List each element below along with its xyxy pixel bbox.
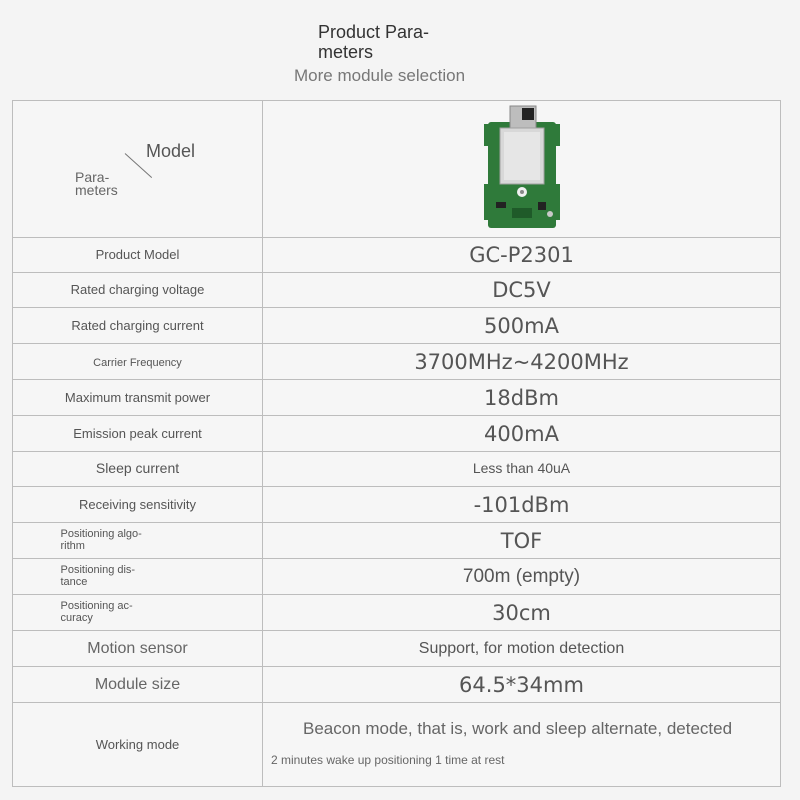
row-label-text: Product Model (95, 247, 180, 262)
row-label (13, 631, 263, 667)
row-value-text: 30cm (492, 600, 551, 625)
row-value (263, 559, 781, 595)
row-label-text: Receiving sensitivity (78, 496, 197, 512)
table-row (13, 523, 781, 559)
row-label (13, 308, 263, 344)
row-label-line2: rithm (60, 539, 85, 552)
working-mode-line1: Beacon mode, that is, work and sleep alternate, detected (303, 719, 733, 738)
page-title-line1: Product Para- (318, 22, 430, 42)
row-value (263, 595, 781, 631)
working-mode-line2: 2 minutes wake up positioning 1 time at rest (271, 753, 505, 767)
table-row (13, 559, 781, 595)
row-label (13, 452, 263, 487)
row-label-text: Rated charging current (71, 317, 204, 333)
row-value (263, 416, 781, 452)
row-label-text (61, 600, 155, 624)
row-label (13, 273, 263, 308)
table-row (13, 631, 781, 667)
row-value-text: 700m (empty) (462, 565, 581, 587)
row-label (13, 487, 263, 523)
header-corner-cell (13, 101, 263, 238)
corner-model-label: Model (146, 141, 196, 161)
row-label-text (61, 564, 155, 588)
row-label (13, 380, 263, 416)
row-value (263, 703, 781, 787)
row-value-text: -101dBm (473, 492, 570, 517)
table-row (13, 667, 781, 703)
row-value (263, 344, 781, 380)
row-label (13, 559, 263, 595)
table-row (13, 238, 781, 273)
product-image-cell (263, 101, 781, 238)
table-row (13, 344, 781, 380)
row-label-text: Rated charging voltage (70, 282, 205, 297)
row-label (13, 667, 263, 703)
table-row (13, 416, 781, 452)
row-value (263, 452, 781, 487)
row-value-text: 400mA (484, 421, 559, 446)
page-title-line2: meters (318, 42, 374, 62)
corner-params-label (75, 171, 118, 197)
table-row (13, 273, 781, 308)
row-label-line1: Positioning dis- (60, 563, 136, 576)
table-row (13, 703, 781, 787)
table-row (13, 308, 781, 344)
row-label-line2: curacy (60, 611, 93, 624)
row-label (13, 703, 263, 787)
parameters-table (12, 100, 781, 787)
row-value-text: Less than 40uA (472, 460, 571, 476)
row-value (263, 487, 781, 523)
row-label-line2: tance (60, 575, 88, 588)
table-row (13, 380, 781, 416)
row-value-text: 18dBm (484, 385, 559, 410)
row-value-text: 64.5*34mm (459, 672, 584, 697)
page-subtitle: More module selection (294, 66, 466, 85)
row-value (263, 667, 781, 703)
row-label-text: Working mode (95, 736, 180, 752)
row-label-text: Sleep current (95, 460, 180, 476)
row-label (13, 238, 263, 273)
row-label-text: Motion sensor (87, 639, 188, 657)
row-label-text: Maximum transmit power (64, 389, 211, 405)
corner-params-line1: Para- (75, 169, 110, 185)
row-label (13, 595, 263, 631)
row-value-text: DC5V (492, 278, 551, 302)
row-value (263, 308, 781, 344)
row-value (263, 631, 781, 667)
row-value (263, 238, 781, 273)
row-label-text: Carrier Frequency (93, 356, 182, 369)
row-value-text: TOF (500, 528, 543, 553)
row-label-text: Module size (94, 675, 181, 693)
row-value (263, 523, 781, 559)
row-label-line1: Positioning ac- (60, 599, 133, 612)
row-value-text: GC-P2301 (469, 243, 574, 267)
row-label-text (61, 528, 155, 552)
row-label (13, 344, 263, 380)
row-value-text: Support, for motion detection (418, 639, 625, 657)
table-header-row (13, 101, 781, 238)
pcb-module-image (482, 104, 562, 230)
row-value (263, 273, 781, 308)
row-value-text: 500mA (484, 313, 559, 338)
row-label (13, 416, 263, 452)
table-row (13, 595, 781, 631)
row-label-text: Emission peak current (73, 425, 202, 441)
row-value (263, 380, 781, 416)
table-row (13, 452, 781, 487)
row-label (13, 523, 263, 559)
table-row (13, 487, 781, 523)
row-value-text: 3700MHz~4200MHz (414, 349, 629, 374)
page-title (318, 22, 429, 62)
corner-params-line2: meters (75, 182, 118, 198)
row-label-line1: Positioning algo- (60, 527, 142, 540)
